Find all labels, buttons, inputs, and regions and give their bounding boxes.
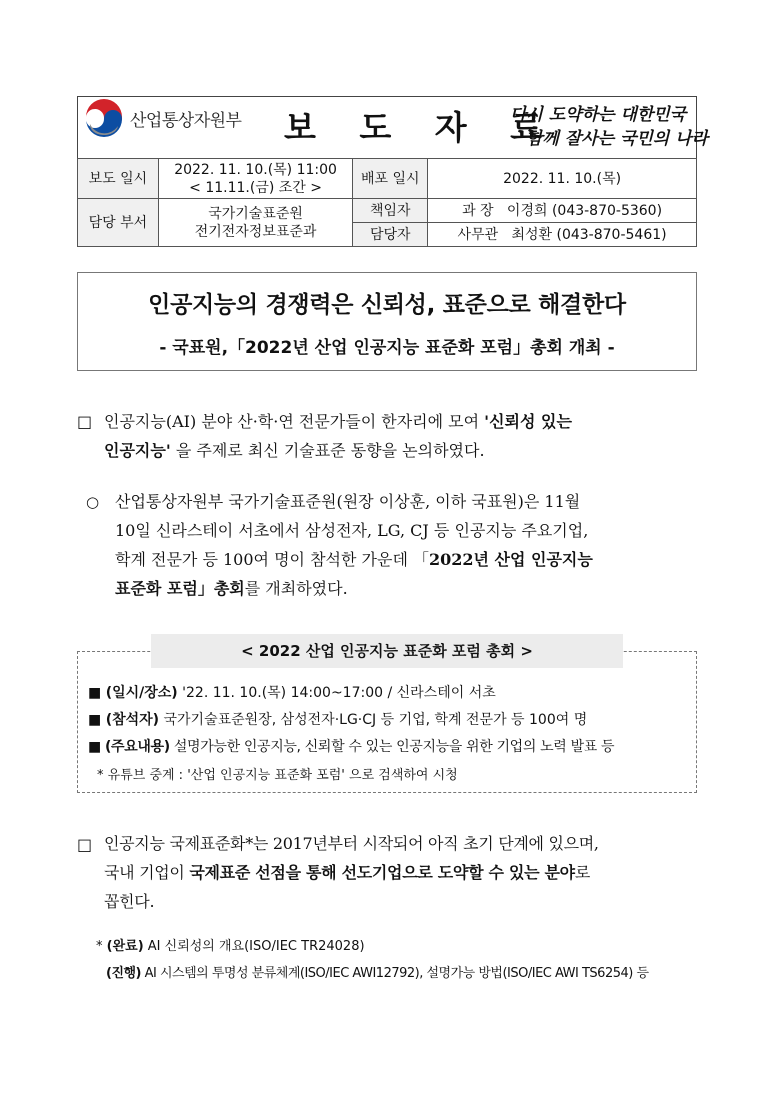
event-item-label: (일시/장소) xyxy=(105,685,178,701)
org-name: 산업통상자원부 xyxy=(130,111,242,131)
p2-line-1: 산업통상자원부 국가기술표준원(원장 이상훈, 이하 국표원)은 11월 xyxy=(115,492,581,511)
event-item-3: ■ (주요내용) 설명가능한 인공지능, 신뢰할 수 있는 인공지능을 위한 기업의 노력 발표 등 xyxy=(88,739,615,755)
release-label: 보도 일시 xyxy=(78,159,159,199)
dept-line-2: 전기전자정보표준과 xyxy=(194,223,317,240)
event-item-2: ■ (참석자) 국가기술표준원장, 삼성전자·LG·CJ 등 기업, 학계 전문가 등 100여 명 xyxy=(88,712,588,728)
p3-line-2: 국내 기업이 xyxy=(104,863,190,882)
p3-line-1: 인공지능 국제표준화*는 2017년부터 시작되어 아직 초기 단계에 있으며, xyxy=(104,834,599,853)
p1-bold: '신뢰성 있는 xyxy=(484,412,572,431)
headline: 인공지능의 경쟁력은 신뢰성, 표준으로 해결한다 xyxy=(148,292,626,318)
distribution-value: 2022. 11. 10.(목) xyxy=(428,159,697,199)
press-meta-table xyxy=(77,158,697,247)
event-item-label: (참석자) xyxy=(105,712,160,728)
slogan-line-2: 함께 잘사는 국민의 나라 xyxy=(526,129,708,149)
slogan-line-1: 다시 도약하는 대한민국 xyxy=(510,105,687,125)
distribution-label: 배포 일시 xyxy=(353,159,428,199)
event-box-title: < 2022 산업 인공지능 표준화 포럼 총회 > xyxy=(151,634,623,668)
circle-bullet: ○ xyxy=(86,493,100,511)
p1-bold-2: 인공지능' xyxy=(104,441,171,460)
p2-bold: 2022년 산업 인공지능 xyxy=(428,550,593,569)
footnote-2 xyxy=(106,962,649,981)
taegeuk-logo-icon xyxy=(82,97,126,141)
paragraph-1 xyxy=(104,407,572,465)
contact-value: 사무관 최성환 (043-870-5461) xyxy=(428,223,697,247)
manager-label: 책임자 xyxy=(353,199,428,223)
headline-box xyxy=(77,272,697,371)
paragraph-2 xyxy=(115,487,593,603)
p1-text: 인공지능(AI) 분야 산·학·연 전문가들이 한자리에 모여 xyxy=(104,412,485,431)
footnote-text: AI 신뢰성의 개요(ISO/IEC TR24028) xyxy=(143,939,365,954)
square-bullet-2: □ xyxy=(77,835,93,854)
p1-text-2: 을 주제로 최신 기술표준 동향을 논의하였다. xyxy=(170,441,485,460)
event-note: * 유튜브 중계 : '산업 인공지능 표준화 포럼' 으로 검색하여 시청 xyxy=(97,768,458,783)
event-item-text: 국가기술표준원장, 삼성전자·LG·CJ 등 기업, 학계 전문가 등 100여 명 xyxy=(159,712,588,728)
dept-line-1: 국가기술표준원 xyxy=(208,205,303,222)
p2-line-2: 10일 신라스테이 서초에서 삼성전자, LG, CJ 등 인공지능 주요기업, xyxy=(115,521,589,540)
p3-bold: 국제표준 선점을 통해 선도기업으로 도약할 수 있는 분야 xyxy=(189,863,575,882)
footnote-text-2: AI 시스템의 투명성 분류체계(ISO/IEC AWI12792), 설명가능 방법(ISO/IEC AWI TS6254) 등 xyxy=(141,966,649,981)
contact-label: 담당자 xyxy=(353,223,428,247)
press-release-title: 보 도 자 료 xyxy=(284,108,558,147)
event-item-text: '22. 11. 10.(목) 14:00~17:00 / 신라스테이 서초 xyxy=(177,685,496,701)
release-value xyxy=(158,159,353,199)
dept-label: 담당 부서 xyxy=(78,199,159,247)
p2-bold-2: 표준화 포럼」총회 xyxy=(115,579,245,598)
manager-value: 과 장 이경희 (043-870-5360) xyxy=(428,199,697,223)
event-item-label: (주요내용) xyxy=(104,739,170,755)
event-item-1: ■ (일시/장소) '22. 11. 10.(목) 14:00~17:00 / 신라스테이 서초 xyxy=(88,685,496,701)
event-item-text: 설명가능한 인공지능, 신뢰할 수 있는 인공지능을 위한 기업의 노력 발표 등 xyxy=(169,739,615,755)
release-embargo: < 11.11.(금) 조간 > xyxy=(189,179,322,196)
p2-line-3: 학계 전문가 등 100여 명이 참석한 가운데 「 xyxy=(115,550,429,569)
footnote-prefix: * xyxy=(96,939,107,954)
footnote-1 xyxy=(96,935,365,954)
dept-value xyxy=(158,199,353,247)
p2-line-4: 를 개최하였다. xyxy=(244,579,348,598)
p3-line-3: 꼽힌다. xyxy=(104,892,155,911)
release-datetime: 2022. 11. 10.(목) 11:00 xyxy=(174,161,337,178)
footnote-bold: (완료) xyxy=(106,939,144,954)
square-bullet: □ xyxy=(77,412,93,431)
subheadline: - 국표원,「2022년 산업 인공지능 표준화 포럼」총회 개최 - xyxy=(159,338,615,358)
footnote-bold-2: (진행) xyxy=(106,966,141,981)
p3-line-2-end: 로 xyxy=(574,863,590,882)
paragraph-3 xyxy=(104,829,599,916)
